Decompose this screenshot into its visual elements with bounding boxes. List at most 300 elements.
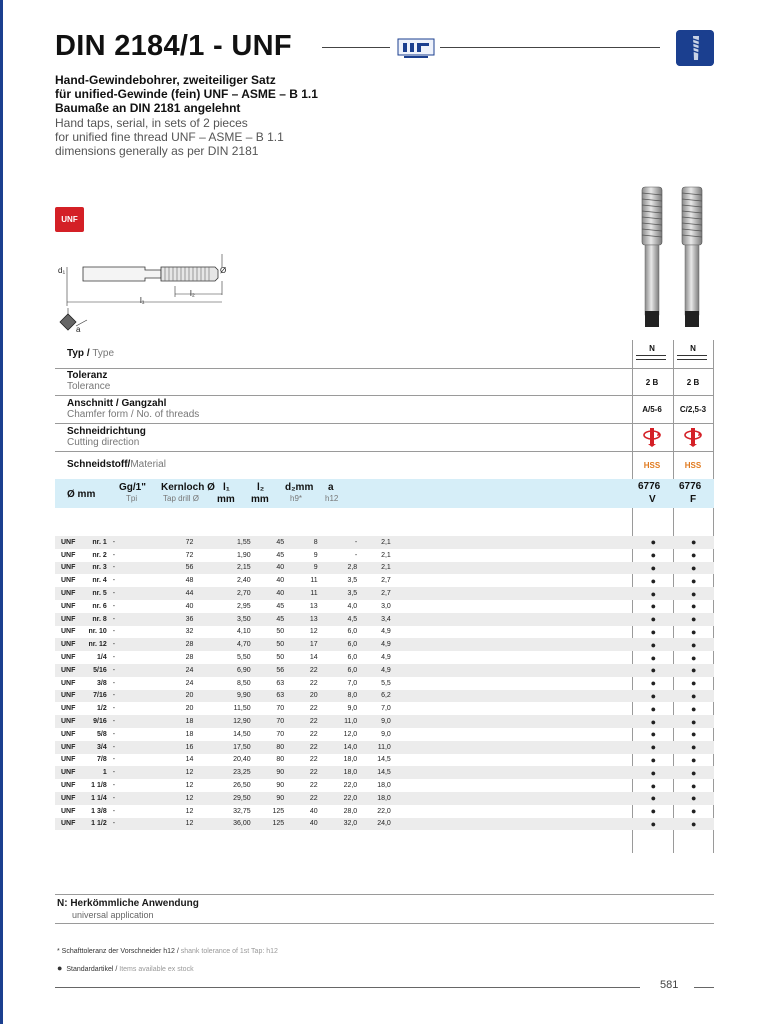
table-row [55,818,714,831]
legend-german: N: Herkömmliche Anwendung [57,898,199,909]
cell-profile: UNF [61,807,76,815]
cell-profile: UNF [61,679,76,687]
spec-label-tolerance-de: Toleranz [67,370,108,381]
cell-size: 1 1/8 [91,782,107,790]
cell-profile: UNF [55,715,81,728]
cell-profile: UNF [55,562,81,575]
availability-dot-icon: ● [691,754,697,765]
availability-dot-icon: ● [633,664,673,677]
drawing-label-diameter: Ø [220,266,227,275]
spec-label-material-de: Schneidstoff/ [67,459,131,470]
availability-dot-icon: ● [691,550,697,561]
table-row [55,626,714,639]
cell-a: 2,7 [381,577,391,585]
spec-label-cutting-en: Cutting direction [67,437,140,448]
spec-label-type-de: Typ / [67,348,90,359]
cell-spacer [391,702,633,715]
cell-l2: 17 [284,638,318,651]
cell-d2: 9,0 [347,705,358,713]
cell-size: 1/4 [97,654,107,662]
availability-dot-icon: ● [691,729,697,740]
cell-l1: 50 [251,638,285,651]
subtitle-german [55,73,318,115]
legend-english: universal application [72,910,154,920]
cell-profile: UNF [55,664,81,677]
cell-tap-drill: 9,90 [193,690,250,703]
spec-value-type-v: N [649,344,655,353]
cell-dash: - [112,679,116,687]
availability-dot-icon: ● [674,792,714,805]
cell-l2: 12 [309,628,318,636]
cell-tap-drill: 29,50 [193,792,250,805]
availability-dot-icon: ● [633,613,673,626]
spec-value-tolerance-v: 2 B [645,378,659,387]
legend-rule [55,894,714,895]
cell-profile: UNF [61,602,76,610]
cell-tpi: 12 [164,818,194,831]
cell-tap-drill: 23,25 [193,766,250,779]
table-row [55,638,714,651]
table-row [55,792,714,805]
header-a: a [328,482,334,493]
table-row [55,741,714,754]
table-row [55,664,714,677]
cell-spacer [391,574,633,587]
footnote-stock-en: Items available ex stock [119,966,194,973]
cell-dash: - [107,818,164,831]
cell-dash: - [107,690,164,703]
cell-d2: 3,5 [318,587,358,600]
availability-dot-icon: ● [633,741,673,754]
spec-label-chamfer-de: Anschnitt / Gangzahl [67,398,167,409]
table-row [55,805,714,818]
cell-spacer [391,754,633,767]
footnote-stock-de: Standardartikel / [66,966,118,973]
availability-dot-icon: ● [674,741,714,754]
cell-spacer [391,587,633,600]
cell-size: 7/8 [97,756,107,764]
cell-tpi: 24 [185,679,194,687]
cell-tpi: 32 [185,628,194,636]
cell-size: nr. 12 [81,638,107,651]
cell-dash: - [107,536,164,549]
tap-size-table [55,536,714,830]
availability-dot-icon: ● [691,780,697,791]
cell-dash: - [112,730,116,738]
cell-tap-drill: 32,75 [233,807,251,815]
spec-label-material [67,459,166,470]
cell-d2: 4,5 [318,613,358,626]
cell-l1: 50 [276,654,285,662]
table-row [55,690,714,703]
spec-label-material-en: Material [130,459,166,470]
table-row [55,562,714,575]
cell-l2: 22 [309,730,318,738]
cell-dash: - [112,577,116,585]
cell-tpi: 12 [164,792,194,805]
cell-a: 2,7 [357,587,391,600]
spec-value-material-v: HSS [643,461,661,470]
cell-size: nr. 5 [81,587,107,600]
availability-dot-icon: ● [633,638,673,651]
cell-l2: 9 [284,562,318,575]
spec-label-type-en: Type [92,348,115,359]
cell-a: 2,1 [357,536,391,549]
title-rule-right [440,47,660,48]
cell-l2: 13 [284,613,318,626]
availability-dot-icon: ● [691,601,697,612]
cell-a: 9,0 [357,715,391,728]
cell-d2: - [354,551,358,559]
cell-a: 18,0 [377,782,391,790]
subtitle-german-line: Hand-Gewindebohrer, zweiteiliger Satz [55,73,276,87]
cell-a: 3,0 [381,602,391,610]
availability-dot-icon: ● [633,562,673,575]
drawing-label-l2: l₂ [190,289,195,298]
cell-dash: - [112,628,116,636]
tap-image-1 [642,187,662,327]
cell-l2: 22 [284,741,318,754]
cell-size: nr. 1 [81,536,107,549]
cell-dash: - [112,705,116,713]
cell-a: 18,0 [357,792,391,805]
cell-profile: UNF [55,741,81,754]
header-d2-sub: h9* [290,494,303,503]
cell-a: 4,9 [357,638,391,651]
cell-d2: 18,0 [343,756,358,764]
cell-profile: UNF [55,536,81,549]
page-title: DIN 2184/1 - UNF [55,30,292,62]
stock-dot-icon: ● [57,963,63,973]
subtitle-english [55,116,284,158]
cell-tap-drill: 14,50 [233,730,251,738]
cell-l2: 22 [284,792,318,805]
cell-l1: 70 [276,705,285,713]
cell-d2: 12,0 [343,730,358,738]
availability-dot-icon: ● [650,780,657,791]
cell-tap-drill: 4,70 [193,638,250,651]
unf-badge: UNF [55,207,84,232]
cell-spacer [391,728,633,741]
cell-tpi: 18 [185,730,194,738]
type-marker [677,355,707,360]
cell-profile: UNF [55,766,81,779]
availability-dot-icon: ● [650,806,657,817]
cell-a: 14,5 [357,766,391,779]
right-hand-cutting-icon [683,426,703,448]
subtitle-german-line: Baumaße an DIN 2181 angelehnt [55,101,241,115]
table-row [55,600,714,613]
cell-size: 7/16 [81,690,107,703]
header-d2: d₂mm [285,482,314,493]
cell-a: 5,5 [381,679,391,687]
cell-l2: 40 [284,818,318,831]
availability-dot-icon: ● [674,664,714,677]
title-rule-left [322,47,390,48]
cell-tpi: 20 [185,705,194,713]
cell-l1: 56 [251,664,285,677]
cell-l1: 45 [251,613,285,626]
tap-dimension-drawing [55,250,245,340]
cell-size: 5/16 [81,664,107,677]
header-article-2: 6776 [679,481,702,492]
cell-tpi: 24 [164,664,194,677]
cell-l2: 14 [309,654,318,662]
subtitle-english-line: Hand taps, serial, in sets of 2 pieces [55,116,248,130]
cell-tpi: 14 [185,756,194,764]
header-a-sub: h12 [325,494,339,503]
cell-spacer [391,549,633,562]
cell-l1: 40 [251,562,285,575]
cell-dash: - [112,756,116,764]
cell-dash: - [107,741,164,754]
cell-tpi: 12 [185,782,194,790]
cell-tap-drill: 2,40 [237,577,251,585]
cell-l1: 63 [251,690,285,703]
cell-spacer [391,613,633,626]
cell-profile: UNF [61,654,76,662]
cell-l1: 125 [272,807,285,815]
header-article-1: 6776 [638,481,661,492]
cell-size: nr. 2 [92,551,107,559]
cell-spacer [391,690,633,703]
cell-tpi: 16 [164,741,194,754]
spec-label-type [67,348,114,359]
cell-l2: 40 [309,807,318,815]
cell-spacer [391,651,633,664]
availability-dot-icon: ● [674,536,714,549]
subtitle-english-line: for unified fine thread UNF – ASME – B 1.1 [55,130,284,144]
cell-size: nr. 4 [92,577,107,585]
availability-dot-icon: ● [650,652,657,663]
cell-profile: UNF [61,756,76,764]
spec-label-chamfer-en: Chamfer form / No. of threads [67,409,200,420]
cell-tpi: 40 [185,602,194,610]
cell-spacer [391,741,633,754]
cell-tap-drill: 20,40 [233,756,251,764]
cell-spacer [391,638,633,651]
cell-l2: 22 [309,679,318,687]
cell-size: 1 3/8 [91,807,107,815]
availability-dot-icon: ● [691,703,697,714]
availability-dot-icon: ● [650,703,657,714]
cell-d2: 7,0 [347,679,358,687]
availability-dot-icon: ● [633,587,673,600]
cell-tap-drill: 2,15 [193,562,250,575]
cell-spacer [391,766,633,779]
drawing-label-l1: l₁ [140,296,145,305]
tap-category-icon [676,30,714,66]
cell-profile: UNF [61,705,76,713]
table-row [55,574,714,587]
cell-size: 1 [81,766,107,779]
spec-row-cutting [55,423,714,452]
table-row [55,613,714,626]
footnote-shank-en: shank tolerance of 1st Tap: h12 [180,948,278,955]
cell-d2: 3,5 [347,577,358,585]
cell-spacer [391,600,633,613]
cell-dash: - [112,602,116,610]
availability-dot-icon: ● [674,638,714,651]
cell-tap-drill: 1,55 [193,536,250,549]
cell-a: 7,0 [381,705,391,713]
type-marker [636,355,666,360]
availability-dot-icon: ● [650,550,657,561]
table-row [55,754,714,767]
availability-dot-icon: ● [633,766,673,779]
cell-tap-drill: 12,90 [193,715,250,728]
cell-d2: 28,0 [343,807,358,815]
legend-rule [55,923,714,924]
cell-l2: 11 [310,577,318,585]
header-kernloch-sub: Tap drill Ø [163,494,200,503]
availability-dot-icon: ● [691,806,697,817]
cell-dash: - [107,715,164,728]
cell-l2: 22 [284,664,318,677]
header-article-1-sub: V [649,494,656,505]
subtitle-german-line: für unified-Gewinde (fein) UNF – ASME – B 1.1 [55,87,318,101]
cell-d2: - [318,536,358,549]
cell-d2: 4,0 [347,602,358,610]
spec-row-material [55,451,714,479]
cell-dash: - [107,587,164,600]
cell-a: 14,5 [377,756,391,764]
cell-l2: 22 [309,705,318,713]
cell-a: 2,1 [381,551,391,559]
table-row [55,536,714,549]
cell-spacer [391,805,633,818]
cell-tap-drill: 3,50 [193,613,250,626]
availability-dot-icon: ● [674,587,714,600]
cell-l2: 8 [284,536,318,549]
availability-dot-icon: ● [674,562,714,575]
cell-tpi: 12 [164,766,194,779]
table-header [55,479,714,508]
cell-tpi: 28 [164,638,194,651]
availability-dot-icon: ● [650,575,657,586]
cell-size: 5/8 [97,730,107,738]
footnote-shank [57,948,278,955]
cell-d2: 6,0 [347,654,358,662]
cell-l2: 9 [313,551,318,559]
spec-row-tolerance [55,368,714,396]
cell-profile: UNF [55,613,81,626]
availability-dot-icon: ● [691,678,697,689]
cell-l1: 90 [251,766,285,779]
cell-profile: UNF [61,577,76,585]
availability-dot-icon: ● [650,601,657,612]
cell-a: 22,0 [377,807,391,815]
subtitle-english-line: dimensions generally as per DIN 2181 [55,144,259,158]
spec-label-tolerance-en: Tolerance [67,381,111,392]
table-row [55,651,714,664]
cell-size: 9/16 [81,715,107,728]
availability-dot-icon: ● [674,613,714,626]
availability-dot-icon: ● [674,818,714,831]
cell-l2: 22 [284,715,318,728]
cell-l1: 45 [251,536,285,549]
cell-d2: 18,0 [318,766,358,779]
cell-tap-drill: 5,50 [237,654,251,662]
cell-tpi: 72 [164,536,194,549]
header-l2-unit: mm [251,494,269,505]
availability-dot-icon: ● [650,729,657,740]
cell-tpi: 56 [164,562,194,575]
cell-l1: 80 [276,756,285,764]
cell-spacer [391,562,633,575]
cell-profile: UNF [55,638,81,651]
table-row [55,715,714,728]
cell-tap-drill: 2,70 [193,587,250,600]
cell-spacer [391,818,633,831]
cell-spacer [391,779,633,792]
availability-dot-icon: ● [674,766,714,779]
cell-tap-drill: 11,50 [233,705,251,713]
cell-d2: 32,0 [318,818,358,831]
table-row [55,702,714,715]
cell-l1: 45 [276,602,285,610]
cell-l2: 13 [309,602,318,610]
footer-rule [55,987,640,988]
availability-dot-icon: ● [691,652,697,663]
cell-profile: UNF [61,551,76,559]
cell-spacer [391,536,633,549]
cell-profile: UNF [61,782,76,790]
right-hand-cutting-icon [642,426,662,448]
cell-tpi: 18 [164,715,194,728]
cell-l2: 11 [284,587,318,600]
cell-profile: UNF [61,730,76,738]
cell-size: 1/2 [97,705,107,713]
cell-a: 24,0 [357,818,391,831]
cell-d2: 6,0 [347,628,358,636]
cell-l2: 22 [309,782,318,790]
cell-l2: 22 [309,756,318,764]
cell-d2: 6,0 [318,638,358,651]
cell-size: nr. 10 [88,628,107,636]
availability-dot-icon: ● [650,678,657,689]
cell-profile: UNF [55,690,81,703]
product-photo [630,185,710,330]
table-row [55,549,714,562]
header-l2: l₂ [257,482,265,493]
cell-tpi: 48 [185,577,194,585]
cell-dash: - [107,638,164,651]
table-row [55,587,714,600]
spec-value-type-f: N [690,344,696,353]
cell-tpi: 12 [185,807,194,815]
availability-dot-icon: ● [691,626,697,637]
cell-d2: 2,8 [318,562,358,575]
brand-logo-icon [396,36,436,60]
cell-d2: 22,0 [343,782,358,790]
cell-d2: 11,0 [318,715,358,728]
footnote-shank-de: * Schafttoleranz der Vorschneider h12 / [57,948,179,955]
cell-tap-drill: 36,00 [193,818,250,831]
header-article-2-sub: F [690,494,697,505]
cell-size: nr. 8 [81,613,107,626]
cell-a: 4,9 [381,654,391,662]
tap-image-2 [682,187,702,327]
cell-profile: UNF [55,792,81,805]
cell-spacer [391,792,633,805]
availability-dot-icon: ● [633,715,673,728]
cell-dash: - [112,807,116,815]
header-l1: l₁ [223,482,230,493]
availability-dot-icon: ● [650,626,657,637]
cell-spacer [391,626,633,639]
cell-d2: 22,0 [318,792,358,805]
